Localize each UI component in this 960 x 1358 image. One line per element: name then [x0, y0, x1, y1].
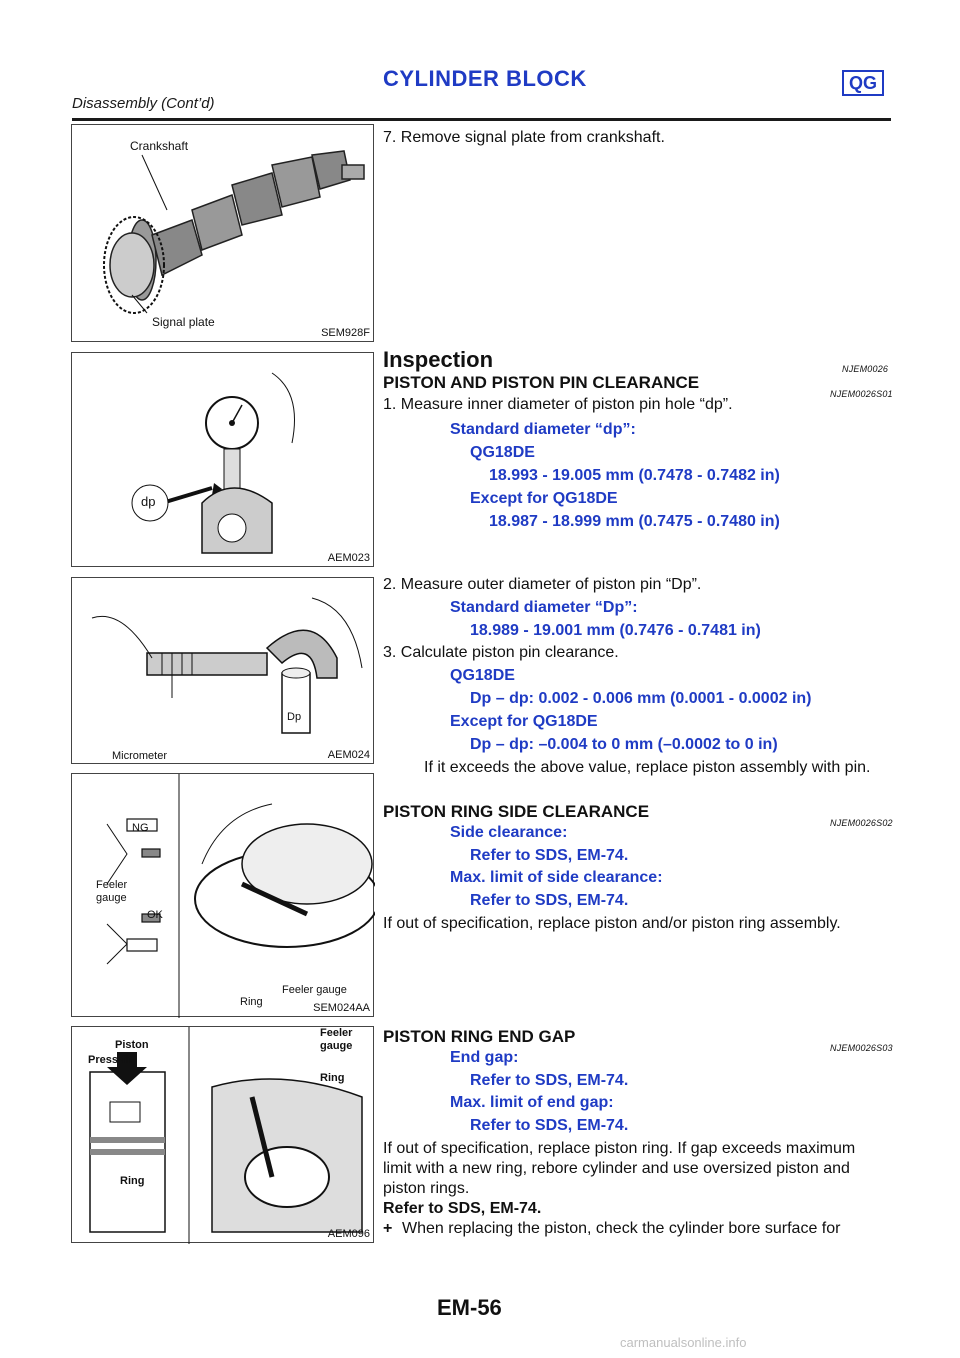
figure-micrometer	[71, 577, 374, 764]
figure-label-feeler-gauge-left: Feeler gauge	[96, 879, 128, 904]
figure-id: SEM024AA	[313, 1002, 370, 1014]
micrometer-illustration	[72, 578, 375, 765]
end-gap-note-line-2: limit with a new ring, rebore cylinder and use oversized piston and	[383, 1160, 850, 1177]
pin-clearance-code: NJEM0026S01	[830, 389, 893, 399]
end-gap-refer: Refer to SDS, EM-74.	[383, 1200, 542, 1217]
figure-id: AEM023	[327, 552, 370, 564]
pin-clearance-note: If it exceeds the above value, replace piston assembly with pin.	[424, 759, 871, 776]
calc-qg18de-label: QG18DE	[450, 667, 515, 684]
figure-label-feeler-gauge-right: Feeler gauge	[282, 984, 347, 996]
calc-except-label: Except for QG18DE	[450, 713, 598, 730]
side-clearance-code: NJEM0026S02	[830, 818, 893, 828]
side-clearance-note: If out of specification, replace piston and/or piston ring assembly.	[383, 915, 841, 932]
calc-except-value: Dp – dp: –0.004 to 0 mm (–0.0002 to 0 in)	[470, 736, 778, 753]
end-gap-heading: PISTON RING END GAP	[383, 1027, 576, 1046]
figure-label-ng: NG	[132, 822, 149, 834]
end-gap-value: Refer to SDS, EM-74.	[470, 1072, 629, 1089]
bullet-icon: +	[383, 1220, 393, 1237]
figure-label-ring: Ring	[240, 996, 263, 1008]
end-gap-code: NJEM0026S03	[830, 1043, 893, 1053]
figure-ring-end-gap	[71, 1026, 374, 1243]
figure-id: AEM096	[327, 1228, 370, 1240]
side-clearance-value: Refer to SDS, EM-74.	[470, 847, 629, 864]
max-side-clearance-value: Refer to SDS, EM-74.	[470, 892, 629, 909]
end-gap-note-line-3: piston rings.	[383, 1180, 470, 1197]
figure-label-micrometer: Micrometer	[112, 750, 168, 762]
crankshaft-illustration	[72, 125, 375, 343]
bullet-text: When replacing the piston, check the cylinder bore surface for	[402, 1220, 841, 1237]
end-gap-note-line-1: If out of specification, replace piston ring. If gap exceeds maximum	[383, 1140, 856, 1157]
dial-gauge-illustration	[72, 353, 375, 568]
figure-label-signal-plate: Signal plate	[152, 315, 215, 329]
side-clearance-heading: PISTON RING SIDE CLEARANCE	[383, 802, 650, 821]
max-end-gap-label: Max. limit of end gap:	[450, 1094, 614, 1111]
step-7: 7. Remove signal plate from crankshaft.	[383, 129, 665, 146]
figure-label-piston: Piston	[115, 1039, 149, 1051]
figure-label-ring-right: Ring	[320, 1072, 345, 1084]
figure-label-feeler-gauge: Feeler gauge	[320, 1027, 353, 1052]
pin-step-3: 3. Calculate piston pin clearance.	[383, 644, 619, 661]
except-qg18de-label: Except for QG18DE	[470, 490, 618, 507]
header-rule	[72, 118, 891, 121]
end-gap-label: End gap:	[450, 1049, 519, 1066]
calc-qg18de-value: Dp – dp: 0.002 - 0.006 mm (0.0001 - 0.0002 in)	[470, 690, 812, 707]
watermark: carmanualsonline.info	[620, 1335, 747, 1350]
figure-crankshaft	[71, 124, 374, 342]
qg18de-label: QG18DE	[470, 444, 535, 461]
pin-step-1: 1. Measure inner diameter of piston pin hole “dp”.	[383, 396, 733, 413]
figure-label-crankshaft: Crankshaft	[130, 139, 189, 153]
figure-label-dp: dp	[141, 494, 156, 509]
std-diameter-Dp-value: 18.989 - 19.001 mm (0.7476 - 0.7481 in)	[470, 622, 761, 639]
except-qg18de-value: 18.987 - 18.999 mm (0.7475 - 0.7480 in)	[489, 513, 780, 530]
std-diameter-dp-label: Standard diameter “dp”:	[450, 421, 636, 438]
page-title: CYLINDER BLOCK	[383, 66, 587, 91]
pin-clearance-heading: PISTON AND PISTON PIN CLEARANCE	[383, 373, 700, 392]
max-side-clearance-label: Max. limit of side clearance:	[450, 869, 663, 886]
figure-label-ok: OK	[147, 909, 163, 921]
figure-ring-side-clearance	[71, 773, 374, 1017]
qg18de-value: 18.993 - 19.005 mm (0.7478 - 0.7482 in)	[489, 467, 780, 484]
page-number: EM-56	[437, 1295, 502, 1320]
page-subtitle: Disassembly (Cont’d)	[72, 95, 215, 112]
figure-id: SEM928F	[321, 327, 370, 339]
std-diameter-Dp-label: Standard diameter “Dp”:	[450, 599, 638, 616]
figure-label-press-fit: Press-fit	[88, 1054, 133, 1066]
max-end-gap-value: Refer to SDS, EM-74.	[470, 1117, 629, 1134]
pin-step-2: 2. Measure outer diameter of piston pin “Dp”.	[383, 576, 702, 593]
inspection-code: NJEM0026	[842, 364, 889, 374]
figure-id: AEM024	[327, 749, 370, 761]
figure-piston-pin-hole	[71, 352, 374, 567]
engine-badge: QG	[842, 70, 884, 96]
figure-label-dp-outer: Dp	[287, 711, 302, 723]
figure-label-ring-left: Ring	[120, 1175, 145, 1187]
inspection-heading: Inspection	[383, 347, 494, 372]
side-clearance-label: Side clearance:	[450, 824, 568, 841]
